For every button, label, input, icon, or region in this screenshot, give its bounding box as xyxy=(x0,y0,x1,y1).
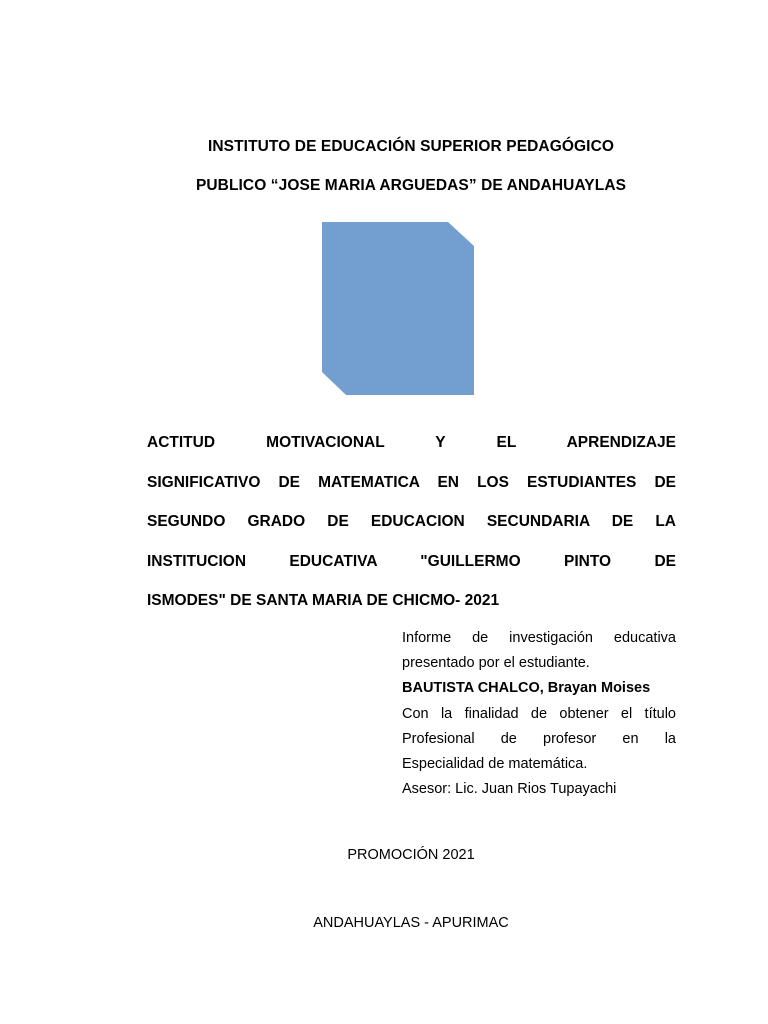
institution-line-1: INSTITUTO DE EDUCACIÓN SUPERIOR PEDAGÓGICO xyxy=(207,138,615,155)
logo-shape xyxy=(322,222,474,395)
location: ANDAHUAYLAS - APURIMAC xyxy=(313,915,509,931)
info-line-1: Informe de investigación educativa xyxy=(402,630,676,646)
thesis-title xyxy=(147,433,676,631)
promotion-year: PROMOCIÓN 2021 xyxy=(347,847,475,863)
info-line-6: Especialidad de matemática. xyxy=(402,755,588,772)
info-line-2: presentado por el estudiante. xyxy=(402,655,590,672)
title-line-1: ACTITUD MOTIVACIONAL Y EL APRENDIZAJE xyxy=(147,434,676,451)
title-line-3: SEGUNDO GRADO DE EDUCACION SECUNDARIA DE LA xyxy=(147,513,676,530)
title-line-2: SIGNIFICATIVO DE MATEMATICA EN LOS ESTUDIANTES DE xyxy=(147,473,676,491)
institution-line-2: PUBLICO “JOSE MARIA ARGUEDAS” DE ANDAHUAYLAS xyxy=(195,177,627,194)
report-info xyxy=(402,629,676,805)
info-line-4: Con la finalidad de obtener el título xyxy=(402,705,676,722)
title-line-5: ISMODES" DE SANTA MARIA DE CHICMO- 2021 xyxy=(147,592,500,609)
student-name: BAUTISTA CHALCO, Brayan Moises xyxy=(402,680,651,697)
title-line-4: INSTITUCION EDUCATIVA "GUILLERMO PINTO DE xyxy=(147,552,676,570)
advisor-line: Asesor: Lic. Juan Rios Tupayachi xyxy=(402,781,617,798)
info-line-5: Profesional de profesor en la xyxy=(402,730,676,747)
institution-logo xyxy=(322,222,474,395)
